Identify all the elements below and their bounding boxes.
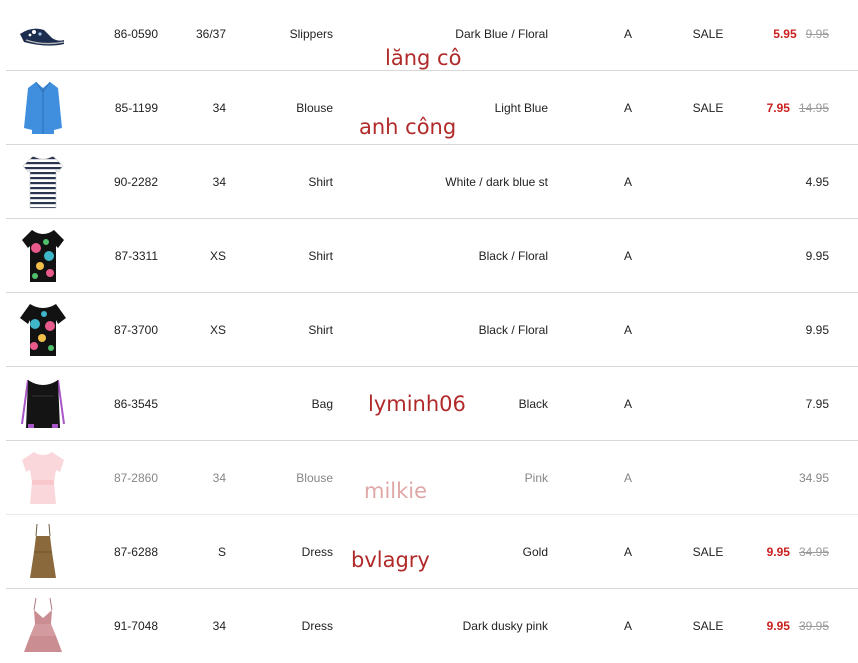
product-type: Shirt bbox=[308, 323, 333, 337]
row-divider bbox=[6, 292, 858, 293]
size: S bbox=[217, 545, 226, 559]
product-type: Blouse bbox=[296, 471, 333, 485]
owner-tag: lăng cô bbox=[385, 46, 462, 70]
product-type: Slippers bbox=[289, 27, 333, 41]
size bbox=[182, 368, 226, 441]
price: 4.95 bbox=[805, 175, 829, 189]
sale-label: SALE bbox=[692, 101, 724, 115]
sale-label: SALE bbox=[692, 619, 724, 633]
size: 34 bbox=[212, 175, 226, 189]
product-color: Dark dusky pink bbox=[462, 619, 548, 633]
article-number: 87-2860 bbox=[113, 471, 158, 485]
price bbox=[706, 0, 829, 71]
price bbox=[706, 590, 829, 663]
size: XS bbox=[209, 323, 226, 337]
floral-shirt-icon[interactable] bbox=[18, 300, 68, 360]
table-row[interactable] bbox=[6, 590, 858, 663]
product-type: Shirt bbox=[308, 249, 333, 263]
category: A bbox=[623, 323, 632, 337]
original-price: 34.95 bbox=[798, 545, 829, 559]
size: 34 bbox=[212, 471, 226, 485]
article-number: 91-7048 bbox=[113, 619, 158, 633]
price: 7.95 bbox=[805, 397, 829, 411]
owner-tag: lyminh06 bbox=[368, 392, 466, 416]
product-type: Dress bbox=[301, 619, 333, 633]
article-number: 87-3311 bbox=[114, 249, 158, 263]
product-type: Blouse bbox=[296, 101, 333, 115]
table-row[interactable] bbox=[6, 220, 858, 293]
price bbox=[706, 516, 829, 589]
row-divider bbox=[6, 588, 858, 589]
product-color: Black bbox=[518, 397, 548, 411]
original-price: 9.95 bbox=[805, 27, 829, 41]
article-number: 85-1199 bbox=[114, 101, 158, 115]
row-divider bbox=[6, 514, 858, 515]
row-divider bbox=[6, 218, 858, 219]
original-price: 14.95 bbox=[798, 101, 829, 115]
product-type: Shirt bbox=[308, 175, 333, 189]
article-number: 90-2282 bbox=[113, 175, 158, 189]
product-color: Dark Blue / Floral bbox=[455, 27, 548, 41]
owner-tag: milkie bbox=[364, 479, 428, 503]
sale-price: 9.95 bbox=[766, 545, 790, 559]
floral-shirt-icon[interactable] bbox=[18, 226, 68, 286]
sale-label: SALE bbox=[692, 27, 724, 41]
sale-price: 9.95 bbox=[766, 619, 790, 633]
sale-price: 5.95 bbox=[773, 27, 797, 41]
article-number: 86-3545 bbox=[113, 397, 158, 411]
owner-tag: anh công bbox=[359, 115, 457, 139]
category: A bbox=[623, 545, 632, 559]
row-divider bbox=[6, 366, 858, 367]
size: XS bbox=[209, 249, 226, 263]
product-color: White / dark blue st bbox=[445, 175, 548, 189]
slippers-icon[interactable] bbox=[18, 4, 68, 64]
category: A bbox=[623, 397, 632, 411]
product-type: Dress bbox=[301, 545, 333, 559]
table-row[interactable] bbox=[6, 516, 858, 589]
product-color: Pink bbox=[524, 471, 548, 485]
category: A bbox=[623, 101, 632, 115]
table-row[interactable] bbox=[6, 294, 858, 367]
blouse-blue-icon[interactable] bbox=[18, 78, 68, 138]
size: 34 bbox=[212, 619, 226, 633]
table-row[interactable] bbox=[6, 146, 858, 219]
row-divider bbox=[6, 144, 858, 145]
product-color: Light Blue bbox=[494, 101, 548, 115]
row-divider bbox=[6, 70, 858, 71]
article-number: 87-6288 bbox=[113, 545, 158, 559]
size: 36/37 bbox=[195, 27, 226, 41]
product-color: Black / Floral bbox=[478, 249, 548, 263]
row-divider bbox=[6, 440, 858, 441]
original-price: 39.95 bbox=[798, 619, 829, 633]
category: A bbox=[623, 471, 632, 485]
article-number: 87-3700 bbox=[113, 323, 158, 337]
product-color: Black / Floral bbox=[478, 323, 548, 337]
price: 9.95 bbox=[805, 323, 829, 337]
category: A bbox=[623, 27, 632, 41]
price: 9.95 bbox=[805, 249, 829, 263]
category: A bbox=[623, 249, 632, 263]
product-color: Gold bbox=[522, 545, 548, 559]
article-number: 86-0590 bbox=[113, 27, 158, 41]
dress-pink-icon[interactable] bbox=[18, 596, 68, 656]
striped-shirt-icon[interactable] bbox=[18, 152, 68, 212]
sale-label: SALE bbox=[692, 545, 724, 559]
category: A bbox=[623, 619, 632, 633]
price: 34.95 bbox=[798, 471, 829, 485]
price bbox=[706, 72, 829, 145]
bag-icon[interactable] bbox=[18, 374, 68, 434]
category: A bbox=[623, 175, 632, 189]
table-row[interactable] bbox=[6, 442, 858, 515]
size: 34 bbox=[212, 101, 226, 115]
dress-gold-icon[interactable] bbox=[18, 522, 68, 582]
sale-price: 7.95 bbox=[766, 101, 790, 115]
blouse-pink-icon[interactable] bbox=[18, 448, 68, 508]
product-type: Bag bbox=[311, 397, 333, 411]
owner-tag: bvlagry bbox=[351, 548, 430, 572]
